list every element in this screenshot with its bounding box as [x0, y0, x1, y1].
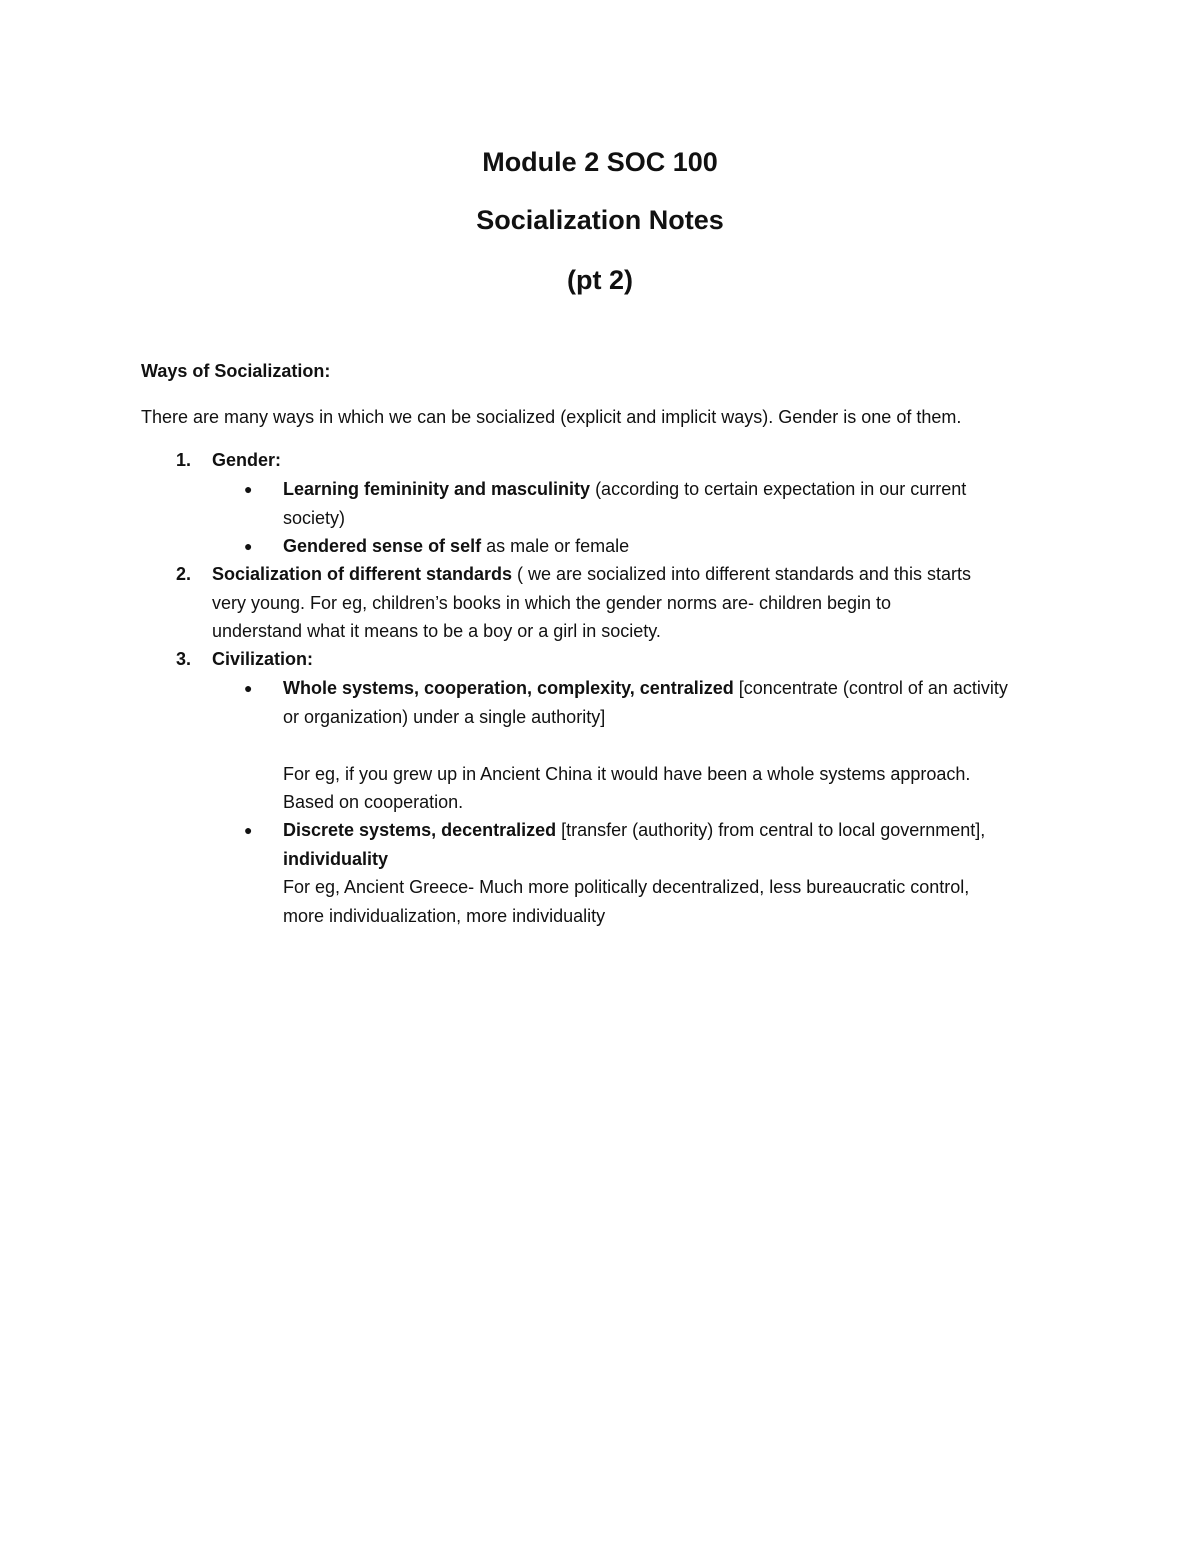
bullet-text: [283, 532, 1073, 561]
section-heading: Ways of Socialization:: [141, 361, 331, 381]
intro-paragraph: There are many ways in which we can be socialized (explicit and implicit ways). Gender is one of them.: [141, 407, 962, 427]
bullet-bold-term: Gendered sense of self: [283, 536, 482, 556]
list-item-label: Gender:: [212, 450, 282, 470]
list-item-rest-cont: understand what it means to be a boy or a girl in society.: [212, 621, 661, 641]
bullet-example-text: For eg, if you grew up in Ancient China it would have been a whole systems approach.: [283, 763, 971, 784]
list-number: 1.: [176, 450, 192, 470]
bullet-example-text: For eg, Ancient Greece- Much more politically decentralized, less bureaucratic control,: [283, 877, 970, 897]
bullet-icon: ●: [244, 481, 253, 497]
document-title: Module 2 SOC 100: [482, 147, 718, 177]
bullet-text: [283, 475, 1073, 532]
list-item-text: [212, 560, 1072, 646]
bullet-rest-text: [concentrate (control of an activity: [733, 678, 1008, 698]
bullet-bold-term: Learning femininity and masculinity: [283, 479, 591, 499]
list-item-label: Socialization of different standards: [212, 564, 513, 584]
bullet-bold-term-cont: individuality: [283, 848, 389, 869]
bullet-example-text-cont: more individualization, more individuality: [283, 905, 606, 926]
bullet-bold-term: Discrete systems, decentralized: [283, 820, 557, 840]
bullet-rest-text: as male or female: [481, 536, 630, 556]
bullet-rest-text-cont: society): [283, 507, 346, 528]
list-item-rest-cont: very young. For eg, children’s books in which the gender norms are- children begin to: [212, 592, 892, 613]
bullet-example-text-cont: Based on cooperation.: [283, 792, 464, 812]
bullet-icon: ●: [244, 822, 253, 838]
bullet-text: [283, 816, 1073, 930]
bullet-rest-text: [transfer (authority) from central to local government],: [556, 820, 986, 840]
bullet-rest-text-cont: or organization) under a single authority]: [283, 706, 606, 727]
bullet-text: [283, 674, 1073, 817]
bullet-icon: ●: [244, 538, 253, 554]
list-number: 2.: [176, 564, 192, 584]
bullet-rest-text: (according to certain expectation in our current: [590, 479, 967, 499]
bullet-icon: ●: [244, 680, 253, 696]
list-number: 3.: [176, 649, 192, 669]
list-item-rest: ( we are socialized into different standards and this starts: [512, 564, 971, 584]
document-part-label: (pt 2): [567, 265, 633, 295]
bullet-bold-term: Whole systems, cooperation, complexity, centralized: [283, 678, 734, 698]
list-item-label: Civilization:: [212, 649, 314, 669]
document-subtitle: Socialization Notes: [476, 205, 724, 235]
